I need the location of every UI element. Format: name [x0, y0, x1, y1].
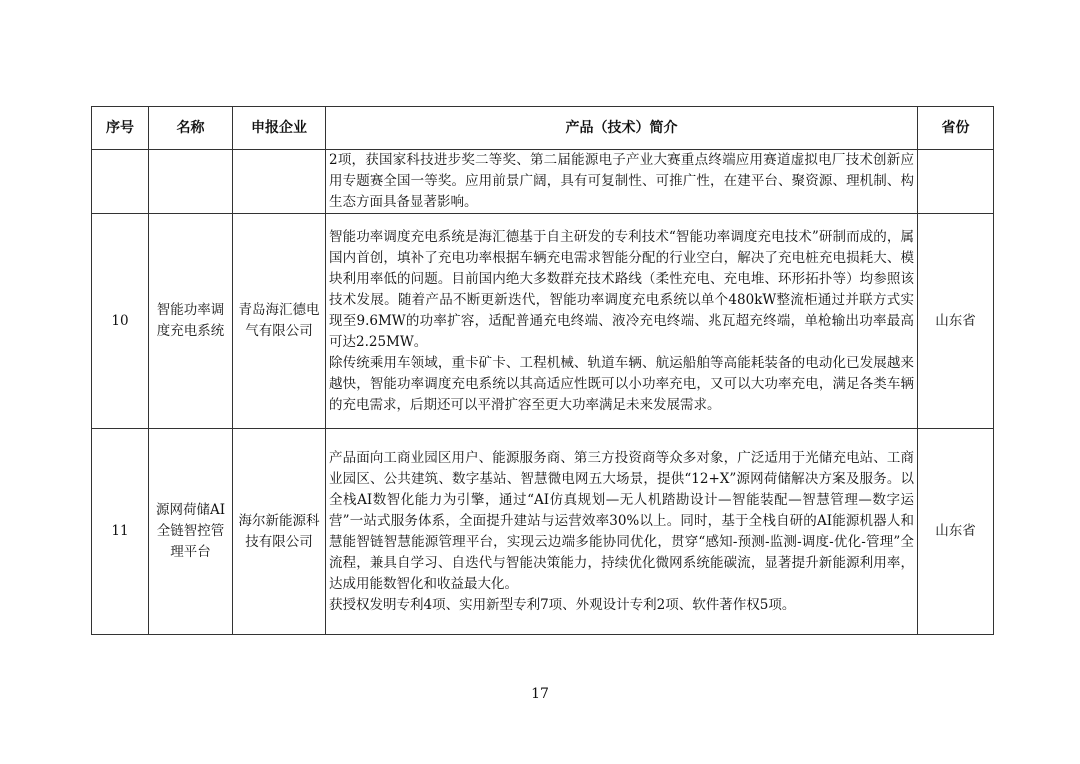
row-name-cell	[149, 150, 233, 214]
intro-paragraph: 智能功率调度充电系统是海汇德基于自主研发的专利技术“智能功率调度充电技术”研制而成的，属国内首创，填补了充电功率根据车辆充电需求智能分配的行业空白，解决了充电桩充电损耗大、模块利用率低的问题。目前国内绝大多数群充技术路线（柔性充电、充电堆、环形拓扑等）均参照该技术发展。随着产品不断更新迭代，智能功率调度充电系统以单个480kW整流柜通过并联方式实现至9.6MW的功率扩容，适配普通充电终端、液冷充电终端、兆瓦超充终端，单枪输出功率最高可达2.25MW。	[329, 228, 914, 350]
row-intro-cell	[326, 429, 918, 635]
row-intro-cell	[326, 150, 918, 214]
intro-paragraph: 除传统乘用车领域，重卡矿卡、工程机械、轨道车辆、航运船舶等高能耗装备的电动化已发展越来越快，智能功率调度充电系统以其高适应性既可以小功率充电，又可以大功率充电，满足各类车辆的充电需求，后期还可以平滑扩容至更大功率满足未来发展需求。	[329, 354, 914, 413]
row-name-cell: 源网荷储AI全链智控管理平台	[149, 429, 233, 635]
row-index-cell	[92, 150, 149, 214]
row-company-cell: 青岛海汇德电气有限公司	[233, 214, 326, 429]
header-index: 序号	[92, 107, 149, 150]
table-row	[92, 214, 994, 429]
row-intro-cell	[326, 214, 918, 429]
header-intro: 产品（技术）简介	[326, 107, 918, 150]
page-number: 17	[531, 686, 549, 702]
row-index-cell: 10	[92, 214, 149, 429]
row-province-cell: 山东省	[918, 429, 994, 635]
row-index-cell: 11	[92, 429, 149, 635]
table-row	[92, 429, 994, 635]
table-row	[92, 150, 994, 214]
row-name-cell: 智能功率调度充电系统	[149, 214, 233, 429]
intro-paragraph: 2项，获国家科技进步奖二等奖、第二届能源电子产业大赛重点终端应用赛道虚拟电厂技术创新应用专题赛全国一等奖。应用前景广阔，具有可复制性、可推广性，在建平台、聚资源、理机制、构生态方面具备显著影响。	[329, 152, 914, 210]
intro-paragraph: 产品面向工商业园区用户、能源服务商、第三方投资商等众多对象，广泛适用于光储充电站、工商业园区、公共建筑、数字基站、智慧微电网五大场景，提供“12+X”源网荷储解决方案及服务。以全栈AI数智化能力为引擎，通过“AI仿真规划—无人机踏勘设计—智能装配—智慧管理—数字运营”一站式服务体系，全面提升建站与运营效率30%以上。同时，基于全栈自研的AI能源机器人和慧能智链智慧能源管理平台，实现云边端多能协同优化，贯穿“感知-预测-监测-调度-优化-管理”全流程，兼具自学习、自迭代与智能决策能力，持续优化微网系统能碳流，显著提升新能源利用率，达成用能数智化和收益最大化。	[329, 449, 914, 592]
intro-paragraph: 获授权发明专利4项、实用新型专利7项、外观设计专利2项、软件著作权5项。	[329, 596, 796, 613]
header-company: 申报企业	[233, 107, 326, 150]
product-table	[91, 106, 994, 635]
row-province-cell: 山东省	[918, 214, 994, 429]
header-province: 省份	[918, 107, 994, 150]
table-header-row	[92, 107, 994, 150]
row-company-cell	[233, 150, 326, 214]
row-company-cell: 海尔新能源科技有限公司	[233, 429, 326, 635]
row-province-cell	[918, 150, 994, 214]
header-name: 名称	[149, 107, 233, 150]
